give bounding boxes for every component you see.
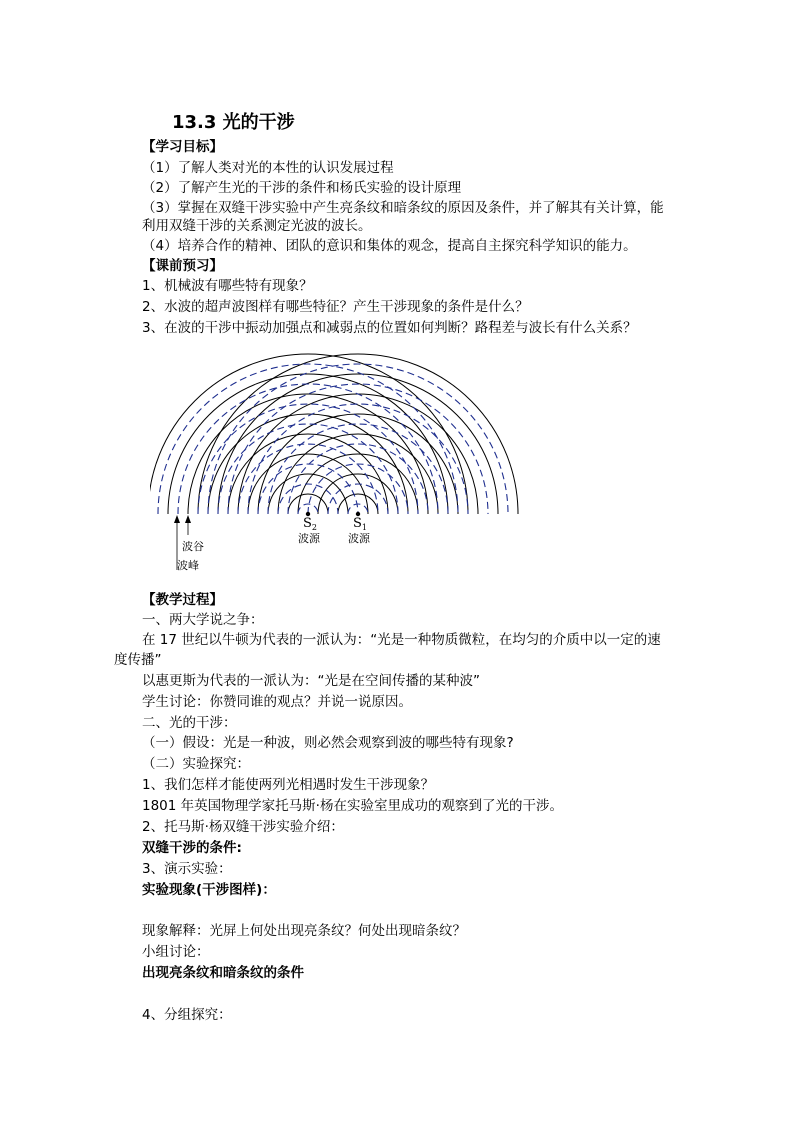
process-line: 学生讨论：你赞同谁的观点？并说一说原因。: [142, 694, 412, 710]
objective-item: （3）掌握在双缝干涉实验中产生亮条纹和暗条纹的原因及条件，并了解其有关计算，能: [142, 200, 664, 216]
preview-heading: 【课前预习】: [142, 258, 223, 274]
source-2-label: $S_2$: [303, 516, 317, 532]
preview-item: 1、机械波有哪些特有现象？: [142, 278, 313, 294]
trough-arc: [228, 384, 488, 514]
objective-item: 利用双缝干涉的关系测定光波的波长。: [142, 218, 372, 234]
preview-item: 2、水波的超声波图样有哪些特征？产生干涉现象的条件是什么？: [142, 299, 529, 315]
process-line: 一、两大学说之争：: [142, 612, 264, 628]
process-line: （二）实验探究：: [142, 756, 250, 772]
wave-interference-diagram: [150, 350, 530, 580]
process-line: 4、分组探究：: [142, 1007, 232, 1023]
process-line: 实验现象(干涉图样)：: [142, 882, 276, 898]
process-line: 二、光的干涉：: [142, 715, 237, 731]
process-line: 3、演示实验：: [142, 861, 232, 877]
process-line: 1801 年英国物理学家托马斯·杨在实验室里成功的观察到了光的干涉。: [142, 798, 563, 814]
trough-arc: [218, 424, 398, 514]
trough-arrow: [185, 515, 191, 535]
process-line: （一）假设：光是一种波，则必然会观察到波的哪些特有现象?: [142, 735, 514, 751]
trough-arc: [308, 464, 408, 514]
crest-arcs: [150, 354, 518, 514]
trough-arc: [268, 424, 448, 514]
objectives-heading: 【学习目标】: [142, 139, 223, 155]
source-2-caption: 波源: [298, 532, 320, 545]
trough-arc: [198, 404, 418, 514]
trough-arc: [328, 484, 388, 514]
process-line: 2、托马斯·杨双缝干涉实验介绍：: [142, 819, 344, 835]
trough-label: 波谷: [182, 540, 204, 553]
crest-label: 波峰: [177, 559, 199, 572]
objective-item: （1）了解人类对光的本性的认识发展过程: [142, 160, 394, 176]
objective-item: （2）了解产生光的干涉的条件和杨氏实验的设计原理: [142, 180, 462, 196]
trough-arc: [258, 464, 358, 514]
process-line: 1、我们怎样才能使两列光相遇时发生干涉现象？: [142, 777, 435, 793]
trough-arc: [248, 404, 468, 514]
objective-item: （4）培养合作的精神、团队的意识和集体的观念，提高自主探究科学知识的能力。: [142, 238, 637, 254]
preview-item: 3、在波的干涉中振动加强点和减弱点的位置如何判断？路程差与波长有什么关系？: [142, 320, 637, 336]
process-line: 小组讨论：: [142, 944, 210, 960]
process-line: 在 17 世纪以牛顿为代表的一派认为：“光是一种物质微粒，在均匀的介质中以一定的速: [142, 632, 661, 648]
source-1-label: $S_1$: [353, 516, 367, 532]
process-line: 现象解释：光屏上何处出现亮条纹？何处出现暗条纹？: [142, 923, 466, 939]
process-line: 度传播”: [114, 652, 162, 668]
process-line: 双缝干涉的条件:: [142, 840, 242, 856]
source-1-caption: 波源: [348, 532, 370, 545]
page-title: 13.3 光的干涉: [172, 112, 295, 130]
process-line: 出现亮条纹和暗条纹的条件: [142, 965, 304, 981]
process-line: 以惠更斯为代表的一派认为：“光是在空间传播的某种波”: [142, 673, 480, 689]
process-heading: 【教学过程】: [142, 592, 223, 608]
